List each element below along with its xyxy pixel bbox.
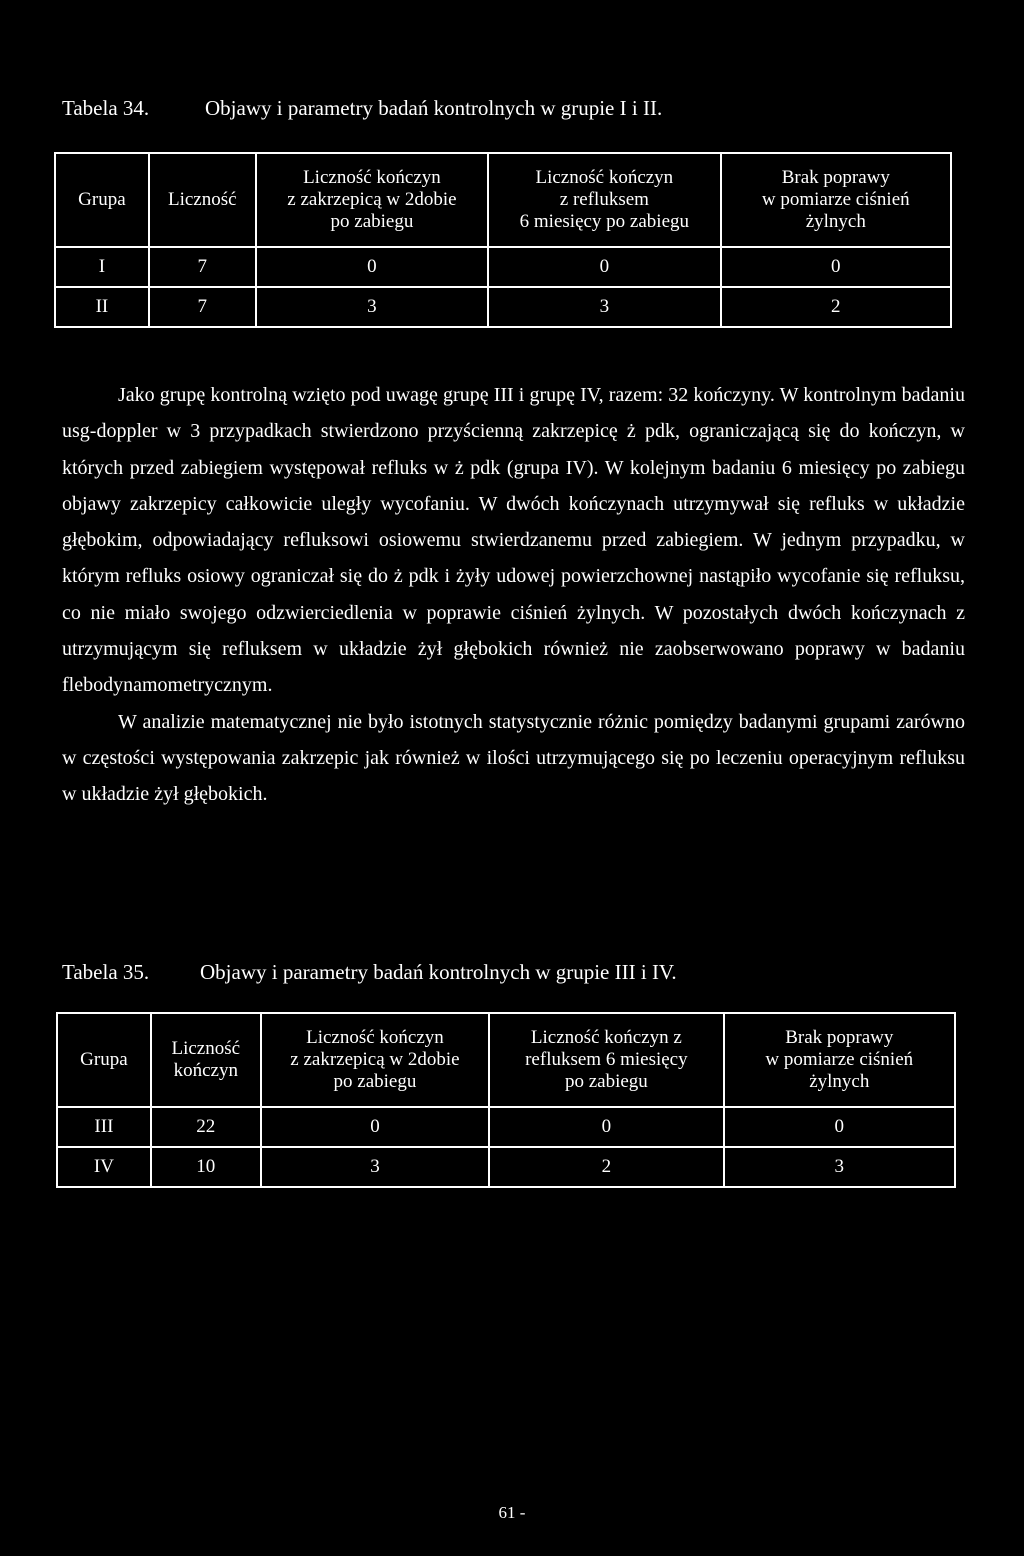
table35-row: [57, 1107, 955, 1147]
table34: [54, 152, 952, 328]
table35-row: [57, 1147, 955, 1187]
table35-cell: III: [57, 1107, 151, 1147]
table35-cell: 0: [261, 1107, 489, 1147]
table34-header-cell: Liczność kończyn z refluksem 6 miesięcy po zabiegu: [488, 153, 720, 247]
table34-caption: [62, 96, 663, 121]
table34-row: [55, 287, 951, 327]
body-text: [62, 377, 965, 813]
table34-cell: 7: [149, 287, 256, 327]
table34-caption-title: Objawy i parametry badań kontrolnych w grupie I i II.: [205, 96, 663, 120]
table35-caption-title: Objawy i parametry badań kontrolnych w grupie III i IV.: [200, 960, 677, 984]
table35-header-cell: Liczność kończyn z refluksem 6 miesięcy po zabiegu: [489, 1013, 723, 1107]
table34-header-cell: Liczność kończyn z zakrzepicą w 2dobie po zabiegu: [256, 153, 488, 247]
table34-cell: 0: [256, 247, 488, 287]
table35-cell: 3: [261, 1147, 489, 1187]
table34-cell: 7: [149, 247, 256, 287]
table34-header-cell: Grupa: [55, 153, 149, 247]
table35-cell: 10: [151, 1147, 261, 1187]
table34-row: [55, 247, 951, 287]
table34-cell: 0: [721, 247, 951, 287]
table35-header-cell: Liczność kończyn z zakrzepicą w 2dobie po zabiegu: [261, 1013, 489, 1107]
table34-cell: 2: [721, 287, 951, 327]
table35-header-cell: Brak poprawy w pomiarze ciśnień żylnych: [724, 1013, 955, 1107]
table35-cell: 3: [724, 1147, 955, 1187]
table35-cell: 2: [489, 1147, 723, 1187]
table35-cell: 0: [489, 1107, 723, 1147]
table35: [56, 1012, 956, 1188]
paragraph: W analizie matematycznej nie było istotnych statystycznie różnic pomiędzy badanymi grupami zarówno w częstości występowania zakrzepic jak również w ilości utrzymującego się po leczeniu operacyjnym refluksu w układzie żył głębokich.: [62, 710, 965, 806]
table34-cell: 3: [488, 287, 720, 327]
table35-cell: IV: [57, 1147, 151, 1187]
table34-header-cell: Brak poprawy w pomiarze ciśnień żylnych: [721, 153, 951, 247]
table35-header-cell: Liczność kończyn: [151, 1013, 261, 1107]
table34-cell: II: [55, 287, 149, 327]
table34-header-cell: Liczność: [149, 153, 256, 247]
table35-cell: 22: [151, 1107, 261, 1147]
table35-cell: 0: [724, 1107, 955, 1147]
table35-caption: [62, 960, 677, 985]
table35-header-row: [57, 1013, 955, 1107]
page-number: 61 -: [498, 1503, 526, 1522]
paragraph: Jako grupę kontrolną wzięto pod uwagę grupę III i grupę IV, razem: 32 kończyny. W kontrolnym badaniu usg-doppler w 3 przypadkach stwierdzono przyścienną zakrzepicę ż pdk, ograniczającą się do kończyn, w których przed zabiegiem występował refluks w ż pdk (grupa IV). W kolejnym badaniu 6 miesięcy po zabiegu objawy zakrzepicy całkowicie uległy wycofaniu. W dwóch kończynach utrzymywał się refluks w układzie głębokim, odpowiadający refluksowi osiowemu stwierdzanemu przed zabiegiem. W jednym przypadku, w którym refluks osiowy ograniczał się do ż pdk i żyły udowej powierzchownej nastąpiło wycofanie się refluksu, co nie miało swojego odzwierciedlenia w poprawie ciśnień żylnych. W pozostałych dwóch kończynach z utrzymującym się refluksem w układzie żył głębokich również nie zaobserwowano poprawy w badaniu flebodynamometrycznym.: [62, 384, 965, 697]
table34-header-row: [55, 153, 951, 247]
table34-cell: I: [55, 247, 149, 287]
table35-caption-number: Tabela 35.: [62, 960, 150, 984]
table34-cell: 3: [256, 287, 488, 327]
table34-cell: 0: [488, 247, 720, 287]
table35-header-cell: Grupa: [57, 1013, 151, 1107]
table34-caption-number: Tabela 34.: [62, 96, 150, 120]
